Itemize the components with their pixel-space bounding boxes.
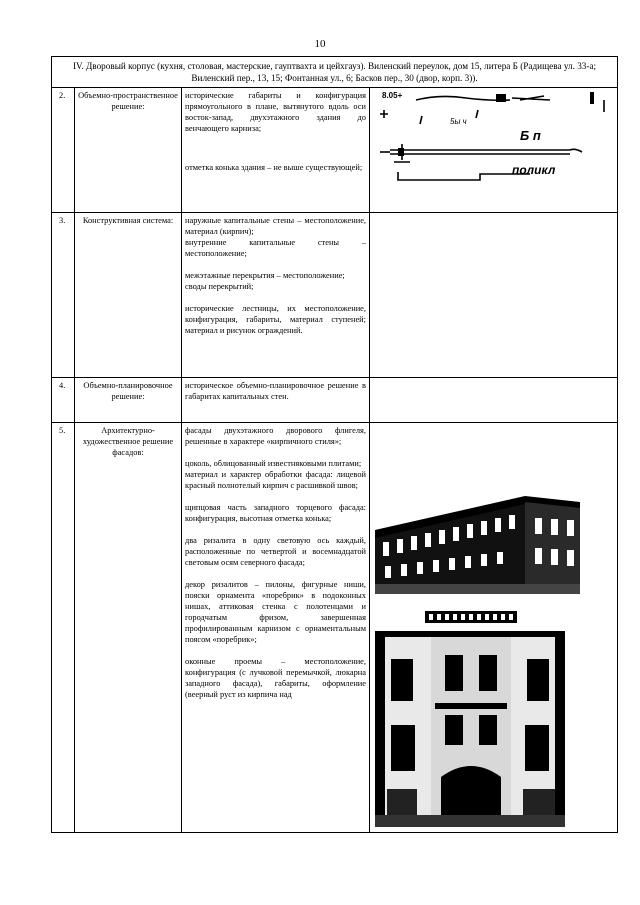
row-description (182, 378, 370, 423)
facade-photo-perspective (375, 494, 580, 594)
row-description (182, 213, 370, 378)
description-item: цоколь, облицованный известняковыми плитами; (185, 459, 362, 468)
row-description (182, 423, 370, 833)
empty-cell (370, 213, 618, 378)
table-row (52, 88, 618, 213)
table-row (52, 423, 618, 833)
row-title: Конструктивная система: (75, 213, 182, 378)
description-item: исторические лестницы, их местоположение, конфигурация, габариты, материал ступеней; материал и рисунок ограждений. (185, 304, 366, 335)
row-number: 4. (52, 378, 75, 423)
monument-subject-table (51, 56, 618, 833)
elevation-drawing (370, 88, 618, 208)
row-description (182, 88, 370, 213)
row-title: Объемно-пространственное решение: (75, 88, 182, 213)
description-item: внутренние капитальные стены – местоположение; (185, 238, 366, 258)
facade-photo-risalit (375, 605, 565, 827)
table-header-row (52, 57, 618, 88)
description-item: межэтажные перекрытия – местоположение; (185, 271, 345, 280)
drawing-cell (370, 88, 618, 213)
elevation-mark: 8.05+ (382, 91, 403, 100)
drawing-label-b: поликл (512, 163, 556, 177)
building-header: IV. Дворовый корпус (кухня, столовая, мастерские, гауптвахта и цейхгауз). Виленский переулок, дом 15, литера Б (Радищева ул. 33-а; Виленский пер., 13, 15; Фонтанная ул., 6; Басков пер., 30 (двор, корп. 3)). (52, 57, 618, 88)
svg-text:5ы ч: 5ы ч (450, 117, 467, 126)
description-item: декор ризалитов – пилоны, фигурные ниши, пояски орнамента «поребрик» в подоконных нишах, аттиковая стенка с полотенцами и городчатым фризом, завершенная профилированным карнизом с орнаментальным поясом «поребрик»; (185, 580, 366, 644)
description-item: исторические габариты и конфигурация прямоугольного в плане, вытянутого вдоль оси восток-запад, двухэтажного здания до венчающего карниза; (185, 91, 366, 133)
row-number: 2. (52, 88, 75, 213)
description-item: оконные проемы – местоположение, конфигурация (с лучковой перемычкой, люкарна западного фасада), габариты, оформление (веерный руст из кирпича над (185, 657, 366, 699)
description-item: два ризалита в одну световую ось каждый, расположенные по четвертой и восемнадцатой световым осям северного фасада; (185, 536, 366, 567)
row-number: 3. (52, 213, 75, 378)
description-item: отметка конька здания – не выше существующей; (185, 163, 363, 172)
empty-cell (370, 378, 618, 423)
description-item: материал и характер обработки фасада: лицевой красный полнотелый кирпич с расшивкой швов; (185, 470, 366, 490)
description-item: щипцовая часть западного торцевого фасада: конфигурация, высотная отметка конька; (185, 503, 366, 523)
row-number: 5. (52, 423, 75, 833)
row-title: Архитектурно-художественное решение фасадов: (75, 423, 182, 833)
table-row (52, 213, 618, 378)
description-item: фасады двухэтажного дворового флигеля, решенные в характере «кирпичного стиля»; (185, 426, 366, 446)
description-item: историческое объемно-планировочное решение в габаритах капитальных стен. (185, 381, 366, 401)
table-row (52, 378, 618, 423)
row-title: Объемно-планировочное решение: (75, 378, 182, 423)
page-number: 10 (314, 38, 326, 50)
description-item: наружные капитальные стены – местоположение, материал (кирпич); (185, 216, 366, 236)
drawing-label-a: Б п (520, 128, 541, 143)
photos-cell (370, 423, 618, 833)
description-item: своды перекрытий; (185, 282, 254, 291)
